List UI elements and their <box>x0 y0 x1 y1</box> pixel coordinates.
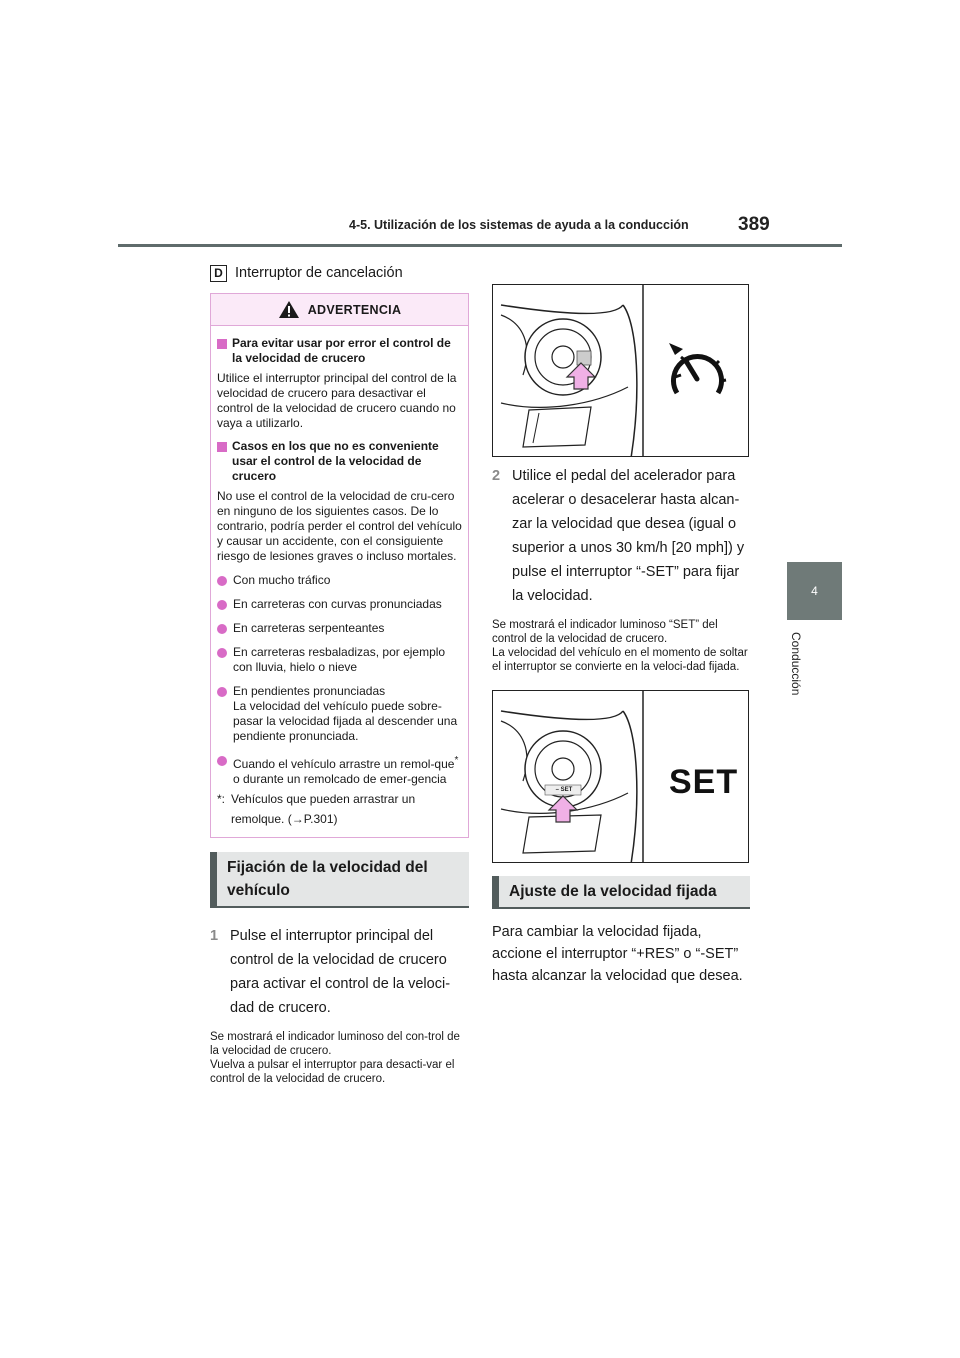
step-1: 1 Pulse el interruptor principal del control de la velocidad de crucero para activar el control de la veloci-dad de crucero. <box>210 928 451 1016</box>
dot-bullet-icon <box>217 648 227 658</box>
item-d <box>210 261 470 285</box>
list-item: Con mucho tráfico <box>217 573 462 588</box>
step-2: 2 Utilice el pedal del acelerador para acelerar o desacelerar hasta alcan-zar la velocidad que desea (igual o superior a unos 30 km/h [20 mph]) y pulse el interruptor “-SET” para fijar la velocidad. <box>492 468 745 604</box>
warning-triangle-icon <box>278 300 300 319</box>
warning-header <box>211 294 468 326</box>
list-item: En pendientes pronunciadas La velocidad del vehículo puede sobre-pasar la velocidad fijada al descender una pendiente pronunciada. <box>217 684 462 744</box>
figure-main-switch <box>492 284 749 457</box>
footnote: *: Vehículos que pueden arrastrar un remolque. (→P.301) <box>217 792 416 826</box>
dot-bullet-icon <box>217 756 227 766</box>
step-2-block <box>492 464 750 674</box>
list-item: En carreteras resbaladizas, por ejemplo con lluvia, hielo o nieve <box>217 645 462 675</box>
list-item <box>217 753 462 787</box>
warning-section-heading: Casos en los que no es conveniente usar el control de la velocidad de crucero <box>217 439 462 484</box>
section-heading-fix: Fijación de la velocidad del vehículo <box>210 852 469 908</box>
warning-body <box>211 326 468 837</box>
running-header: 4-5. Utilización de los sistemas de ayuda a la conducción <box>349 218 689 232</box>
adjust-block <box>492 876 750 987</box>
dot-bullet-icon <box>217 576 227 586</box>
warning-section-text: No use el control de la velocidad de cru-cero en ninguno de los siguientes casos. De lo contrario, podría perder el control del vehículo y causar un accidente, con el consiguiente riesgo de lesiones graves o incluso mortales. <box>217 489 462 563</box>
chapter-label: Conducción <box>789 632 803 696</box>
warning-section-text: Utilice el interruptor principal del control de la velocidad de crucero para desactivar el control de la velocidad de crucero cuando no vaya a utilizarlo. <box>217 371 457 430</box>
list-item: En carreteras serpenteantes <box>217 621 462 636</box>
item-d-marker: D <box>210 265 227 282</box>
dot-bullet-icon <box>217 624 227 634</box>
left-column <box>210 258 470 1086</box>
warning-section-heading: Para evitar usar por error el control de la velocidad de crucero <box>217 336 462 366</box>
warning-box <box>210 293 469 838</box>
square-bullet-icon <box>217 442 227 452</box>
item-d-label: Interruptor de cancelación <box>235 265 403 281</box>
header-rule <box>118 244 842 247</box>
section-heading-adjust: Ajuste de la velocidad fijada <box>492 876 750 909</box>
step-1-note: Se mostrará el indicador luminoso del con-trol de la velocidad de crucero. Vuelva a pulsar el interruptor para desacti-var el control de la velocidad de crucero. <box>210 1031 460 1085</box>
steering-switch-illustration <box>493 285 749 457</box>
towing-bullet: Cuando el vehículo arrastre un remol-que* o durante un remolcado de emer-gencia <box>233 755 459 786</box>
figure-set-switch <box>492 690 749 863</box>
set-switch-label: – SET <box>555 787 573 793</box>
adjust-text: Para cambiar la velocidad fijada, accione el interruptor “+RES” o “-SET” hasta alcanzar la velocidad que desea. <box>492 924 743 984</box>
square-bullet-icon <box>217 339 227 349</box>
dot-bullet-icon <box>217 687 227 697</box>
page-number: 389 <box>738 214 770 235</box>
set-indicator-text: SET <box>669 763 739 801</box>
warning-title: ADVERTENCIA <box>307 302 402 317</box>
chapter-tab: 4 <box>787 562 842 620</box>
step-2-note: Se mostrará el indicador luminoso “SET” del control de la velocidad de crucero. La velocidad del vehículo en el momento de soltar el interruptor se convierte en la veloci-dad fijada. <box>492 619 748 673</box>
dot-bullet-icon <box>217 600 227 610</box>
list-item: En carreteras con curvas pronunciadas <box>217 597 462 612</box>
